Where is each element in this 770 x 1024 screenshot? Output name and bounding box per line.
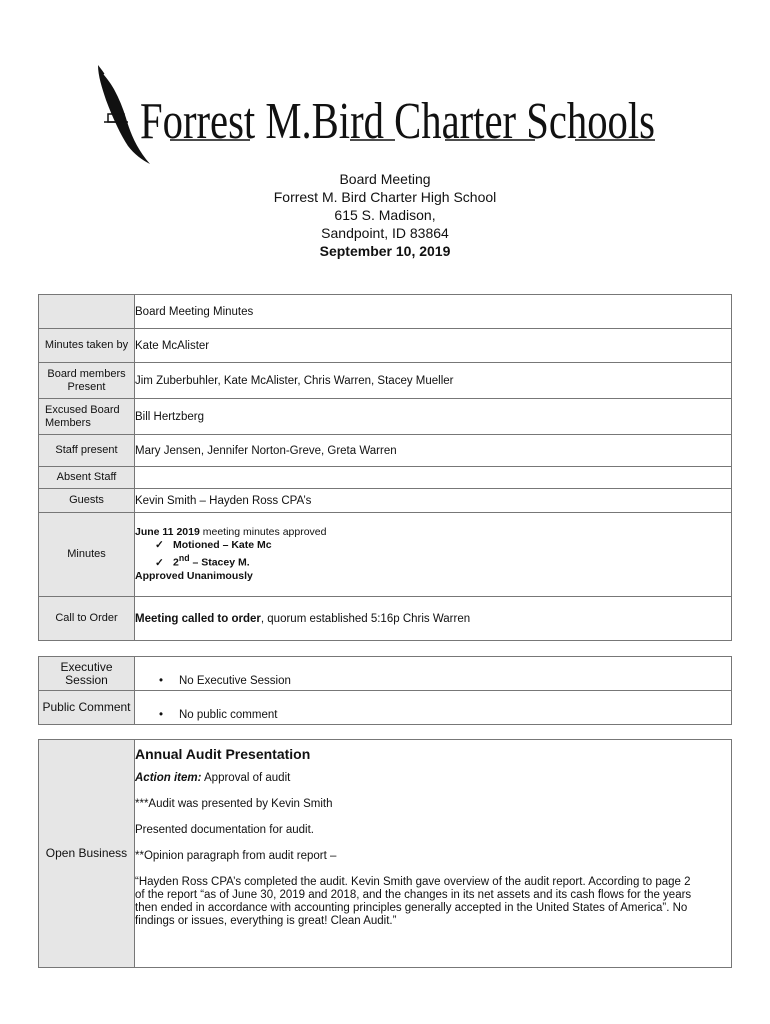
minutes-date: June 11 2019 — [135, 526, 200, 539]
minutes-value — [135, 513, 732, 597]
exec-session-label: Executive Session — [39, 657, 135, 691]
second-text: – Stacey M. — [189, 556, 250, 569]
action-item-text: Approval of audit — [201, 772, 291, 784]
header-line-4: Sandpoint, ID 83864 — [321, 225, 449, 241]
minutes-label: Minutes — [39, 513, 135, 597]
minutes-taken-value: Kate McAlister — [135, 329, 732, 363]
bullet-icon: • — [159, 675, 164, 687]
audit-title: Annual Audit Presentation — [135, 746, 311, 762]
audit-quote: “Hayden Ross CPA’s completed the audit. Kevin Smith gave overview of the audit report. According to page 2 of the report “as of June 30, 2019 and 2018, and the changes in its net assets and its cash flows for the years then ended in accordance with accounting principles generally accepted in the United States of America”. No findings or issues, everything is great! Clean Audit.” — [135, 876, 692, 927]
call-to-order-label: Call to Order — [39, 597, 135, 641]
open-business-value — [135, 740, 732, 968]
second-sup: nd — [178, 553, 190, 564]
school-logo — [90, 60, 670, 170]
logo-graphic — [90, 60, 670, 170]
excused-value: Bill Hertzberg — [135, 399, 732, 435]
open-business-table — [38, 739, 732, 968]
opinion-heading: **Opinion paragraph from audit report – — [135, 850, 337, 862]
second-line — [135, 552, 731, 570]
minutes-approval-line — [135, 526, 731, 539]
action-item-label: Action item: — [135, 772, 202, 784]
motioned-line — [135, 539, 731, 552]
staff-label: Staff present — [39, 435, 135, 467]
minutes-approved-text: meeting minutes approved — [202, 526, 327, 539]
action-item — [135, 772, 701, 785]
minutes-taken-label: Minutes taken by — [39, 329, 135, 363]
call-to-order-bold: Meeting called to order — [135, 612, 261, 625]
session-table — [38, 656, 732, 725]
audit-documentation: Presented documentation for audit. — [135, 824, 315, 836]
exec-session-text: No Executive Session — [179, 675, 291, 687]
header-line-1: Board Meeting — [339, 171, 431, 187]
blank-label-cell — [39, 295, 135, 329]
call-to-order-value — [135, 597, 732, 641]
exec-session-value — [135, 657, 732, 691]
check-icon: ✓ — [155, 556, 164, 569]
board-present-label: Board members Present — [39, 363, 135, 399]
call-to-order-rest: , quorum established 5:16p Chris Warren — [260, 612, 471, 625]
staff-value: Mary Jensen, Jennifer Norton-Greve, Greta Warren — [135, 435, 732, 467]
check-icon: ✓ — [155, 539, 164, 552]
header-line-2: Forrest M. Bird Charter High School — [273, 189, 497, 205]
minutes-table — [38, 294, 732, 641]
approved-unanimously: Approved Unanimously — [135, 569, 253, 582]
excused-label: Excused Board Members — [39, 399, 135, 435]
meeting-header — [0, 170, 770, 260]
board-present-value: Jim Zuberbuhler, Kate McAlister, Chris Warren, Stacey Mueller — [135, 363, 732, 399]
guests-value: Kevin Smith – Hayden Ross CPA’s — [135, 489, 732, 513]
public-comment-text: No public comment — [179, 709, 278, 721]
open-business-label: Open Business — [39, 740, 135, 968]
bullet-icon: • — [159, 709, 164, 721]
guests-label: Guests — [39, 489, 135, 513]
public-comment-label: Public Comment — [39, 691, 135, 725]
absent-staff-label: Absent Staff — [39, 467, 135, 489]
public-comment-value — [135, 691, 732, 725]
motioned-text: Motioned – Kate Mc — [173, 539, 272, 552]
second-prefix: 2 — [173, 556, 179, 569]
table-title: Board Meeting Minutes — [135, 295, 732, 329]
header-line-3: 615 S. Madison, — [334, 207, 436, 223]
absent-staff-value — [135, 467, 732, 489]
logo-text: Forrest M.Bird Charter Schools — [140, 93, 655, 150]
meeting-date: September 10, 2019 — [319, 243, 451, 259]
audit-presented: ***Audit was presented by Kevin Smith — [135, 798, 333, 810]
